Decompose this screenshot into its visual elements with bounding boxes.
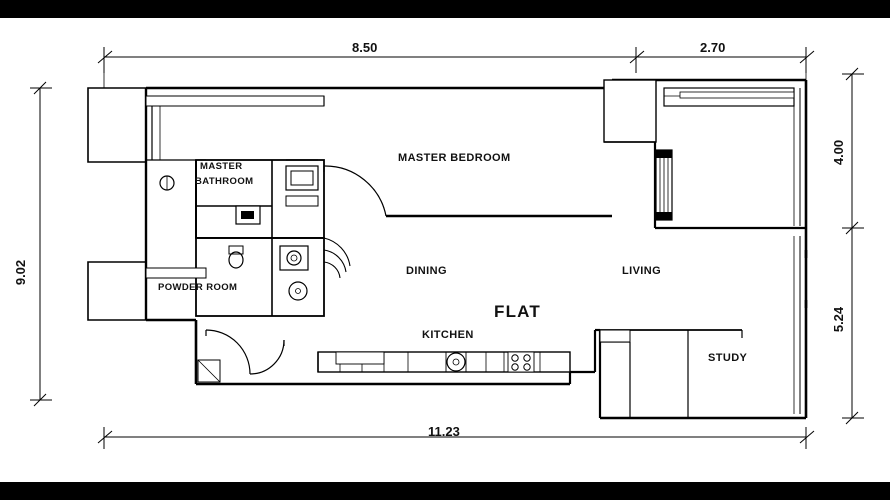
letterbox-top	[0, 0, 890, 18]
dimension-lines	[30, 47, 864, 449]
dimension-label-top-left: 8.50	[352, 40, 378, 55]
master-bedroom-door	[324, 166, 612, 216]
room-label-kitchen: KITCHEN	[422, 329, 474, 341]
room-label-master-bathroom-line2: BATHROOM	[195, 176, 254, 187]
dimension-label-top-right: 2.70	[700, 40, 726, 55]
letterbox-bottom	[0, 482, 890, 500]
entry-doors	[198, 330, 284, 382]
room-label-master-bedroom: MASTER BEDROOM	[398, 152, 511, 164]
study-area	[600, 330, 742, 418]
room-label-dining: DINING	[406, 265, 447, 277]
powder-room-fixtures	[146, 238, 350, 316]
room-label-study: STUDY	[708, 352, 748, 364]
wardrobe-closet	[146, 96, 324, 160]
dimension-label-bottom-overall: 11.23	[428, 424, 460, 439]
room-label-powder-room: POWDER ROOM	[158, 282, 238, 293]
kitchen-counters	[318, 352, 570, 372]
balcony-windows	[604, 80, 806, 414]
dimension-label-left-overall: 9.02	[13, 259, 29, 286]
room-label-living: LIVING	[622, 265, 662, 277]
dimension-label-right-lower: 5.24	[831, 306, 847, 333]
room-label-master-bathroom-line1: MASTER	[200, 161, 243, 172]
plan-title: FLAT	[494, 302, 541, 321]
dimension-label-right-upper: 4.00	[831, 139, 847, 166]
